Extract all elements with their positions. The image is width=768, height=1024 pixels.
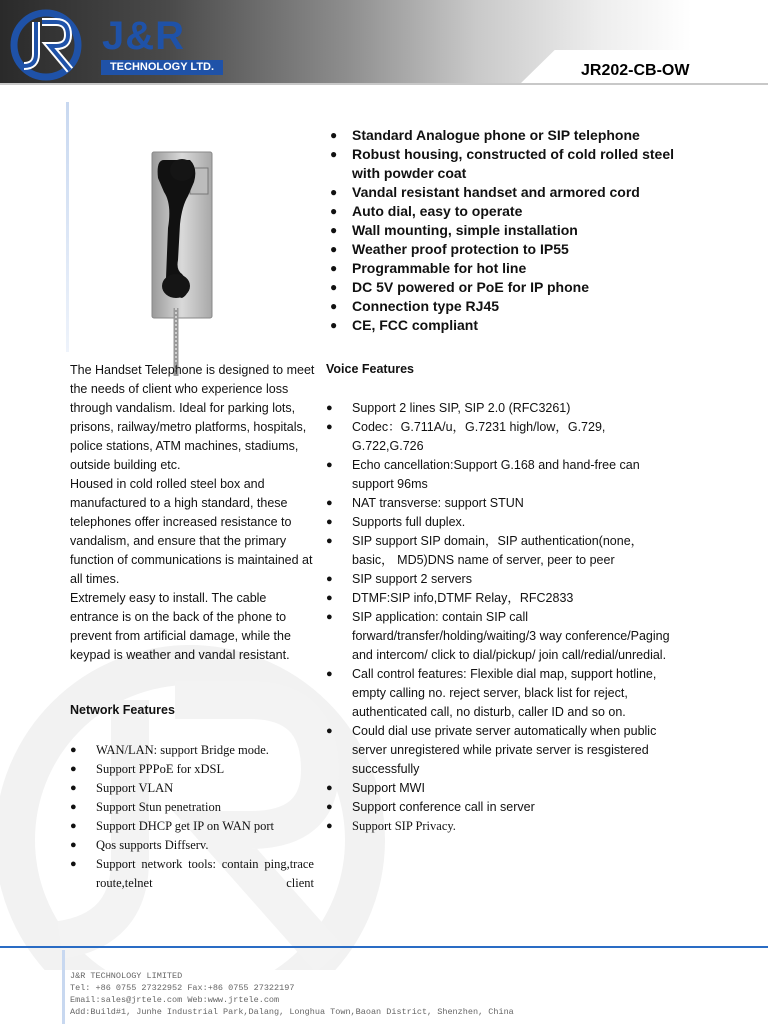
list-item: ● Support MWI <box>326 779 670 798</box>
list-item: ● Wall mounting, simple installation <box>330 221 690 240</box>
footer-phone: Tel: +86 0755 27322952 Fax:+86 0755 27322197 <box>70 983 295 993</box>
list-item: ● Programmable for hot line <box>330 259 690 278</box>
list-item: ● Connection type RJ45 <box>330 297 690 316</box>
jr-logo-icon <box>6 8 90 82</box>
list-item: ● Support DHCP get IP on WAN port <box>70 817 314 836</box>
voice-feature-list <box>326 399 670 836</box>
list-item: ● Vandal resistant handset and armored cord <box>330 183 690 202</box>
description-paragraph: The Handset Telephone is designed to meet the needs of client who experience loss through vandalism. Ideal for parking lots, prisons, railway/metro platforms, hospitals, police stations, ATM machines, stadiums, outside building etc. <box>70 363 315 472</box>
brand-subtitle: TECHNOLOGY LTD. <box>101 60 223 75</box>
brand-name: J&R <box>102 14 186 58</box>
list-item: ● Weather proof protection to IP55 <box>330 240 690 259</box>
telephone-product-image <box>146 148 218 378</box>
footer-address: Add:Build#1, Junhe Industrial Park,Dalang, Longhua Town,Baoan District, Shenzhen, China <box>70 1007 514 1017</box>
list-item: ● SIP support SIP domain，SIP authentication(none，basic， MD5)DNS name of server, peer to peer <box>326 532 670 570</box>
feature-list <box>330 126 690 335</box>
list-item: ● SIP application: contain SIP call forward/transfer/holding/waiting/3 way conference/Paging and intercom/ click to dial/pickup/ join call/redial/unredial. <box>326 608 670 665</box>
list-item: ● Support 2 lines SIP, SIP 2.0 (RFC3261) <box>326 399 670 418</box>
footer-email: Email:sales@jrtele.com Web:www.jrtele.com <box>70 995 280 1005</box>
list-item: ● Support conference call in server <box>326 798 670 817</box>
list-item: ● Robust housing, constructed of cold rolled steel with powder coat <box>330 145 690 183</box>
list-item: ● DTMF:SIP info,DTMF Relay，RFC2833 <box>326 589 670 608</box>
left-accent-rule <box>66 102 69 352</box>
list-item: ● Echo cancellation:Support G.168 and hand-free can support 96ms <box>326 456 670 494</box>
footer-accent-rule <box>62 950 65 1024</box>
list-item: ● Codec：G.711A/u，G.7231 high/low，G.729, G.722,G.726 <box>326 418 670 456</box>
network-features-title: Network Features <box>70 703 175 717</box>
list-item: ● Support Stun penetration <box>70 798 314 817</box>
list-item: ● WAN/LAN: support Bridge mode. <box>70 741 314 760</box>
list-item: ● Supports full duplex. <box>326 513 670 532</box>
footer-company: J&R TECHNOLOGY LIMITED <box>70 971 183 981</box>
list-item: ● Support PPPoE for xDSL <box>70 760 314 779</box>
list-item: ● Auto dial, easy to operate <box>330 202 690 221</box>
list-item: ● SIP support 2 servers <box>326 570 670 589</box>
list-item: ● NAT transverse: support STUN <box>326 494 670 513</box>
model-number: JR202-CB-OW <box>581 62 690 79</box>
list-item: ● CE, FCC compliant <box>330 316 690 335</box>
list-item: ● Call control features: Flexible dial map, support hotline, empty calling no. reject server, black list for reject, authenticated call, no disturb, caller ID and so on. <box>326 665 670 722</box>
description-paragraph: Housed in cold rolled steel box and manufactured to a high standard, these telephones offer increased resistance to vandalism, and ensure that the primary function of communications is maintained at all times. <box>70 477 313 586</box>
voice-features-title: Voice Features <box>326 362 415 376</box>
footer-contact <box>70 970 514 1018</box>
header-divider <box>0 83 768 85</box>
list-item: ● Qos supports Diffserv. <box>70 836 314 855</box>
header <box>0 0 768 84</box>
product-description <box>70 361 315 665</box>
list-item: ● DC 5V powered or PoE for IP phone <box>330 278 690 297</box>
list-item: ● Support VLAN <box>70 779 314 798</box>
list-item: ● Could dial use private server automatically when public server unregistered while private server is resgistered successfully <box>326 722 670 779</box>
list-item: ● Standard Analogue phone or SIP telephone <box>330 126 690 145</box>
list-item: ● Support SIP Privacy. <box>326 817 670 836</box>
list-item: ● Support network tools: contain ping,trace route,telnet client <box>70 855 314 893</box>
footer-divider <box>0 946 768 948</box>
network-feature-list <box>70 741 314 893</box>
description-paragraph: Extremely easy to install. The cable entrance is on the back of the phone to prevent from artificial damage, while the keypad is weather and vandal resistant. <box>70 591 291 662</box>
